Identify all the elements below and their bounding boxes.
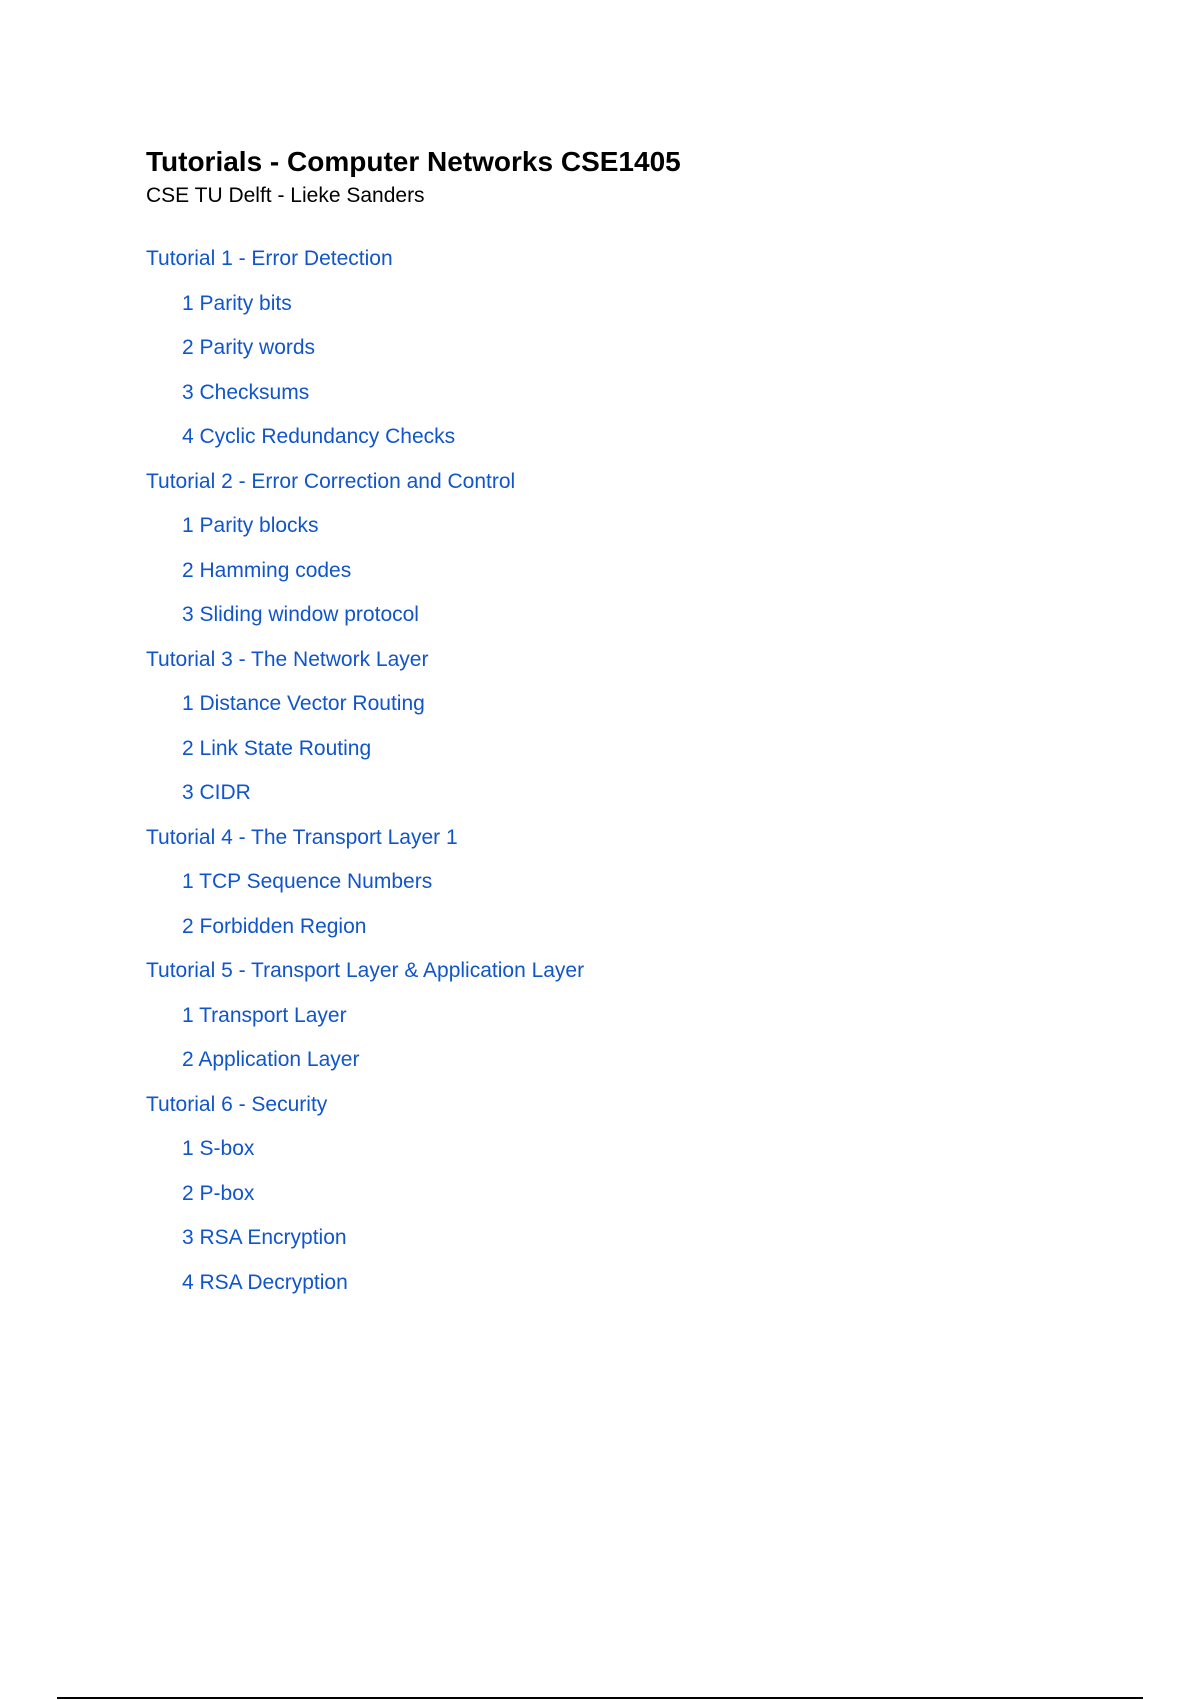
toc-section-item [146, 816, 584, 861]
toc-section-link[interactable]: Tutorial 5 - Transport Layer & Application Layer [146, 959, 585, 982]
toc-subsection-link[interactable]: 3 CIDR [182, 781, 251, 804]
toc-subsection-link[interactable]: 1 Parity blocks [182, 514, 319, 537]
toc-subsection-link[interactable]: 4 Cyclic Redundancy Checks [182, 425, 456, 448]
footer-divider [57, 1697, 1143, 1699]
toc-section-link[interactable]: Tutorial 6 - Security [146, 1092, 328, 1116]
toc-subsection-item [146, 371, 584, 416]
toc-subsection-link[interactable]: 2 Hamming codes [182, 558, 352, 582]
toc-subsection-item [146, 549, 584, 594]
toc-subsection-item [146, 727, 584, 772]
toc-subsection-item [146, 1038, 584, 1083]
toc-section-item [146, 638, 584, 683]
table-of-contents [146, 237, 584, 1305]
toc-subsection-link[interactable]: 1 Distance Vector Routing [182, 692, 425, 715]
toc-subsection-item [146, 994, 584, 1039]
toc-subsection-link[interactable]: 2 Link State Routing [182, 736, 372, 760]
toc-section-link[interactable]: Tutorial 4 - The Transport Layer 1 [146, 825, 458, 849]
toc-subsection-item [146, 504, 584, 549]
toc-subsection-item [146, 905, 584, 950]
toc-subsection-item [146, 1261, 584, 1306]
toc-subsection-item [146, 1127, 584, 1172]
toc-subsection-link[interactable]: 2 Application Layer [182, 1048, 360, 1071]
document-subtitle: CSE TU Delft - Lieke Sanders [146, 184, 425, 207]
toc-subsection-item [146, 860, 584, 905]
toc-subsection-link[interactable]: 1 S-box [182, 1137, 255, 1160]
toc-section-link[interactable]: Tutorial 3 - The Network Layer [146, 647, 429, 671]
toc-subsection-link[interactable]: 3 RSA Encryption [182, 1226, 347, 1249]
document-header [146, 142, 681, 210]
toc-subsection-link[interactable]: 2 Forbidden Region [182, 914, 367, 938]
toc-subsection-item [146, 282, 584, 327]
toc-subsection-link[interactable]: 1 Transport Layer [182, 1003, 347, 1027]
toc-subsection-item [146, 415, 584, 460]
toc-section-item [146, 1083, 584, 1128]
toc-section-link[interactable]: Tutorial 1 - Error Detection [146, 247, 393, 270]
toc-subsection-link[interactable]: 1 TCP Sequence Numbers [182, 870, 433, 893]
toc-section-item [146, 237, 584, 282]
toc-subsection-link[interactable]: 3 Checksums [182, 380, 310, 404]
toc-subsection-item [146, 326, 584, 371]
toc-subsection-item [146, 593, 584, 638]
toc-section-item [146, 460, 584, 505]
toc-subsection-link[interactable]: 1 Parity bits [182, 291, 292, 315]
toc-subsection-item [146, 771, 584, 816]
toc-subsection-item [146, 1172, 584, 1217]
toc-subsection-link[interactable]: 2 P-box [182, 1181, 255, 1205]
toc-subsection-item [146, 682, 584, 727]
toc-section-item [146, 949, 584, 994]
toc-subsection-item [146, 1216, 584, 1261]
toc-subsection-link[interactable]: 2 Parity words [182, 336, 316, 359]
toc-subsection-link[interactable]: 3 Sliding window protocol [182, 603, 419, 626]
toc-section-link[interactable]: Tutorial 2 - Error Correction and Control [146, 469, 516, 493]
document-title: Tutorials - Computer Networks CSE1405 [146, 146, 681, 177]
toc-subsection-link[interactable]: 4 RSA Decryption [182, 1270, 348, 1294]
